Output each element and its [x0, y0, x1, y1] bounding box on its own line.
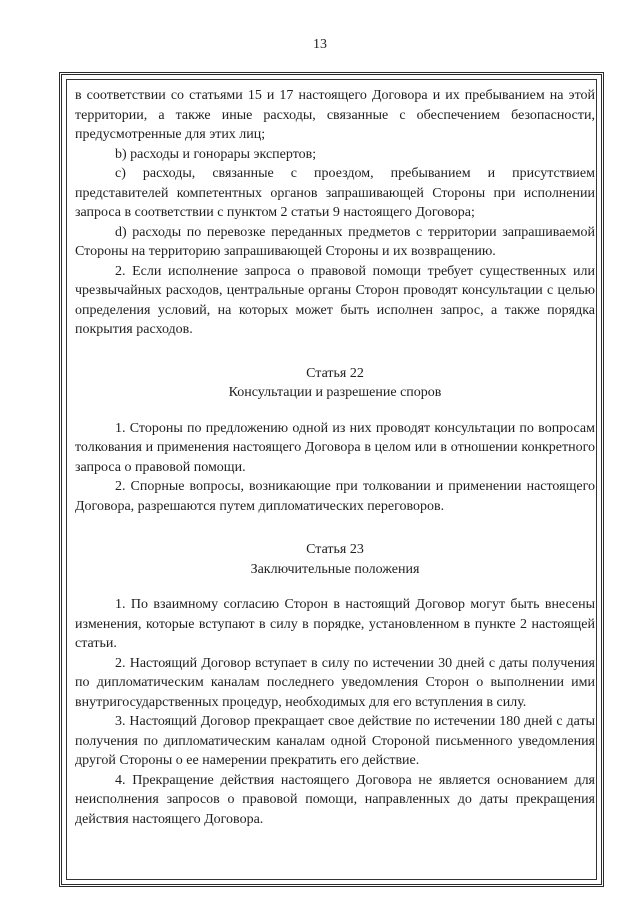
article-22-number: Статья 22: [306, 365, 364, 381]
article-22-paragraph-1: 1. Стороны по предложению одной из них проводят консультации по вопросам толкования и применения настоящего Договора в целом или в отношении конкретного запроса о правовой помощи.: [75, 420, 595, 475]
article-22-paragraph-2: 2. Спорные вопросы, возникающие при толковании и применении настоящего Договора, разрешаются путем дипломатических переговоров.: [75, 479, 595, 514]
article-22-title: Консультации и разрешение споров: [228, 385, 442, 400]
article-23-paragraph-4: 4. Прекращение действия настоящего Договора не является основанием для неисполнения запросов о правовой помощи, направленных до даты прекращения действия настоящего Договора.: [75, 772, 595, 827]
paragraph-clause-2: 2. Если исполнение запроса о правовой помощи требует существенных или чрезвычайных расходов, центральные органы Сторон проводят консультации с целью определения условий, на которых может быть исполнен запрос, а также порядка покрытия расходов.: [75, 263, 595, 337]
article-23-paragraph-1: 1. По взаимному согласию Сторон в настоящий Договор могут быть внесены изменения, которые вступают в силу в порядке, установленном в пункте 2 настоящей статьи.: [75, 597, 595, 651]
article-23-paragraph-3: 3. Настоящий Договор прекращает свое действие по истечении 180 дней с даты получения по дипломатическим каналам одной Стороной письменного уведомления другой Стороны о ее намерении прекратить его действие.: [75, 714, 595, 768]
paragraph-item-c: c) расходы, связанные с проездом, пребыванием и присутствием представителей компетентных органов запрашивающей Стороны при исполнении запроса в соответствии с пунктом 2 статьи 9 настоящего Договора;: [75, 166, 595, 220]
article-23-title: Заключительные положения: [250, 561, 420, 577]
paragraph-item-b: b) расходы и гонорары экспертов;: [115, 146, 317, 162]
article-23-number: Статья 23: [306, 542, 364, 557]
paragraph-continuation: в соответствии со статьями 15 и 17 настоящего Договора и их пребыванием на этой территории, а также иные расходы, связанные с обеспечением безопасности, предусмотренные для этих лиц;: [75, 88, 595, 142]
article-23-paragraph-2: 2. Настоящий Договор вступает в силу по истечении 30 дней с даты получения по дипломатическим каналам последнего уведомления Сторон о выполнении ими внутригосударственных процедур, необходимых для его вступления в силу.: [75, 655, 595, 710]
document-body: [75, 86, 595, 829]
page-number: 13: [313, 37, 327, 52]
paragraph-item-d: d) расходы по перевозке переданных предметов с территории запрашиваемой Стороны на территорию запрашивающей Стороны и их возвращению.: [75, 224, 595, 259]
